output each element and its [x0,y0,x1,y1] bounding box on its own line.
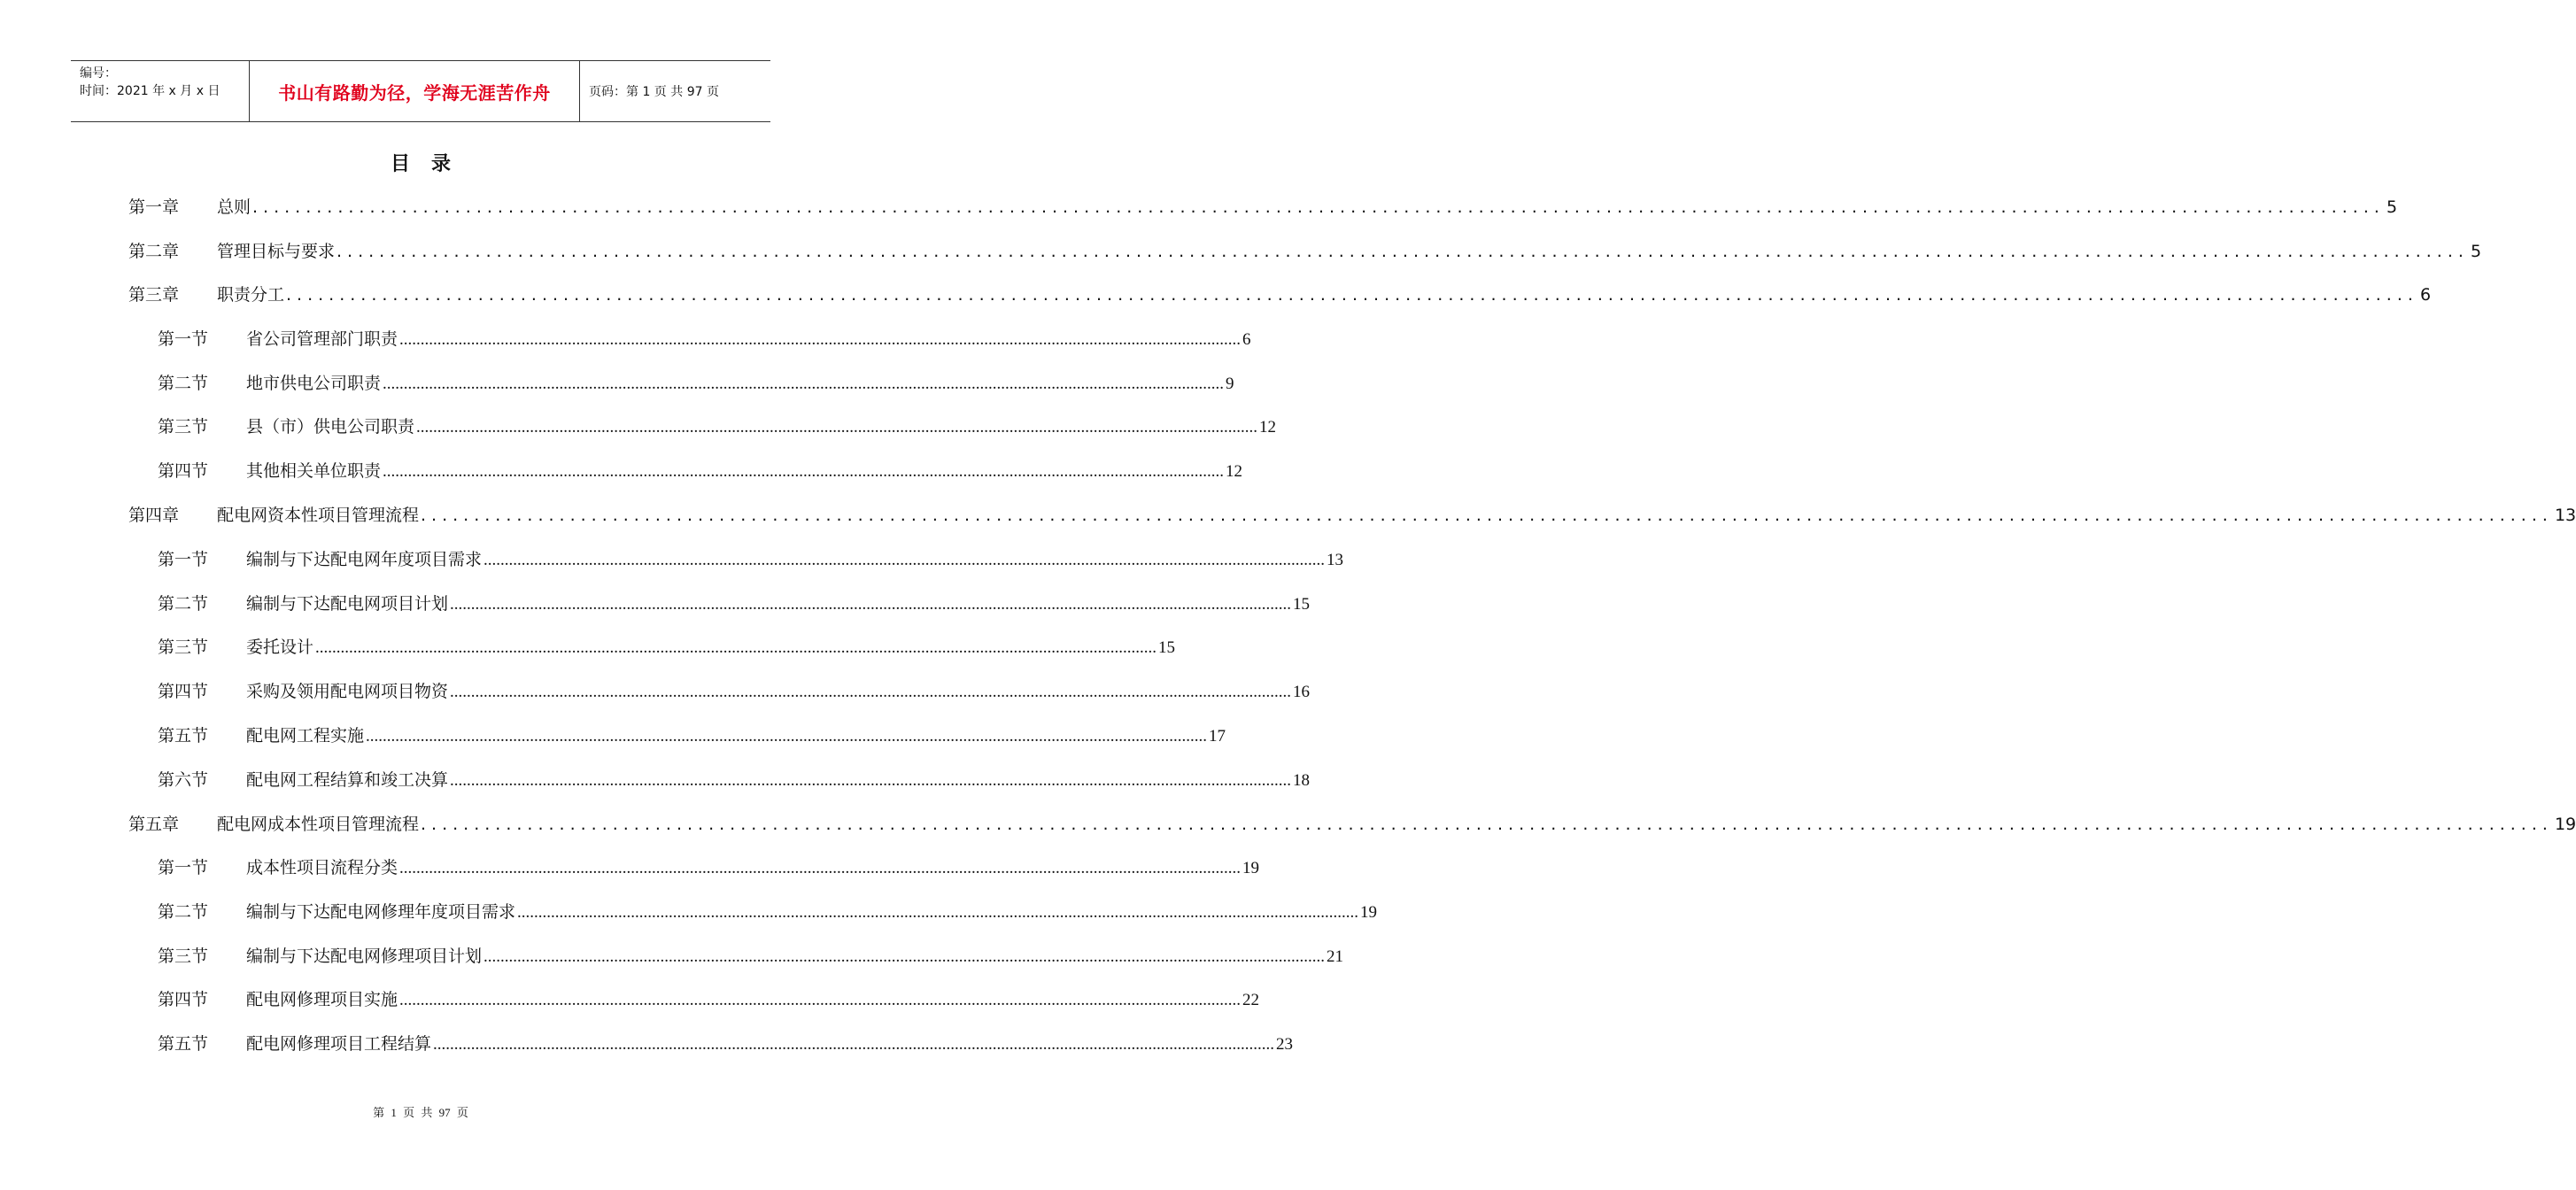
toc-entry-label: 第二节 [158,374,209,393]
toc-entry-title: 管理目标与要求 [217,242,336,261]
toc-entry[interactable] [128,194,2398,220]
toc-entry-title: 成本性项目流程分类 [246,858,398,877]
toc-entry-title: 职责分工 [217,285,285,305]
toc-entry-label: 第一节 [158,329,209,349]
toc-dot-leader: ........................................................................................................................................................................................................ [421,506,2553,525]
toc-entry-label: 第三章 [128,285,180,305]
toc-entry-page: 19 [1360,903,1378,922]
toc-dot-leader: ........................................................................................................................................................................................................ [483,551,1326,569]
toc-entry-page: 6 [1242,330,1251,349]
toc-dot-leader: ........................................................................................................................................................................................................ [399,991,1242,1009]
toc-dot-leader: ........................................................................................................................................................................................................ [337,242,2469,261]
toc-entry-title: 配电网修理项目工程结算 [246,1034,432,1054]
toc-entry[interactable] [128,238,2482,265]
toc-entry-title: 编制与下达配电网项目计划 [246,594,449,614]
toc-dot-leader: ........................................................................................................................................................................................................ [517,903,1359,922]
toc-entry-page: 22 [1242,991,1260,1009]
toc-dot-leader: ........................................................................................................................................................................................................ [399,330,1242,349]
header-meta [71,61,250,121]
toc-entry-label: 第三节 [158,417,209,437]
toc-entry-page: 16 [1293,683,1311,701]
toc-entry-page: 23 [1276,1035,1294,1054]
toc-dot-leader: ........................................................................................................................................................................................................ [315,638,1157,657]
toc-entry[interactable] [158,591,1311,617]
toc-entry-page: 19 [1242,859,1260,877]
toc-entry[interactable] [128,811,2576,838]
toc-dot-leader: ........................................................................................................................................................................................................ [450,683,1292,701]
toc-entry-title: 配电网修理项目实施 [246,990,398,1009]
toc-dot-leader: ........................................................................................................................................................................................................ [416,418,1258,437]
toc-entry-page: 13 [2554,506,2576,525]
toc-entry[interactable] [158,722,1226,749]
toc-entry-title: 委托设计 [246,638,314,657]
toc-dot-leader: ........................................................................................................................................................................................................ [383,375,1225,393]
toc-entry-label: 第四节 [158,461,209,481]
toc-entry-page: 12 [1259,418,1277,437]
toc-entry[interactable] [128,282,2432,308]
toc-entry-label: 第二节 [158,594,209,614]
page-footer: 第 1 页 共 97 页 [373,1106,468,1119]
toc-dot-leader: ........................................................................................................................................................................................................ [433,1035,1275,1054]
toc-entry[interactable] [158,458,1243,484]
toc-entry-page: 5 [2386,197,2398,217]
document-time-label: 时间：2021 年 x 月 x 日 [80,84,220,98]
header-page-info: 页码：第 1 页 共 97 页 [589,85,719,99]
toc-entry-label: 第二章 [128,242,180,261]
toc-entry-page: 5 [2470,242,2482,261]
toc-entry[interactable] [158,326,1251,352]
toc-entry[interactable] [158,854,1260,881]
toc-entry[interactable] [158,370,1234,397]
toc-entry-label: 第三节 [158,638,209,657]
toc-entry-page: 15 [1158,638,1176,657]
toc-entry-page: 6 [2419,285,2432,305]
toc-dot-leader: ........................................................................................................................................................................................................ [450,771,1292,790]
toc-entry-title: 编制与下达配电网修理项目计划 [246,947,483,966]
toc-entry-label: 第三节 [158,947,209,966]
header-motto: 书山有路勤为径，学海无涯苦作舟 [250,61,580,121]
toc-entry-title: 配电网资本性项目管理流程 [217,506,420,525]
toc-title: 目录 [390,153,472,175]
toc-dot-leader: ........................................................................................................................................................................................................ [252,197,2385,217]
toc-entry-label: 第一节 [158,550,209,569]
toc-entry-label: 第五章 [128,815,180,834]
toc-dot-leader: ........................................................................................................................................................................................................ [483,947,1326,966]
toc-entry-page: 9 [1226,375,1234,393]
toc-entry-page: 18 [1293,771,1311,790]
toc-entry[interactable] [158,634,1176,661]
toc-entry-title: 总则 [217,197,251,217]
toc-entry[interactable] [158,1031,1294,1057]
toc-entry-page: 19 [2554,815,2576,834]
toc-entry[interactable] [158,899,1378,925]
toc-entry-title: 配电网工程实施 [246,726,365,746]
toc-entry-title: 县（市）供电公司职责 [246,417,415,437]
toc-entry[interactable] [158,678,1311,705]
toc-dot-leader: ........................................................................................................................................................................................................ [421,815,2553,834]
toc-entry-label: 第四章 [128,506,180,525]
toc-entry-title: 采购及领用配电网项目物资 [246,682,449,701]
toc-entry-label: 第四节 [158,682,209,701]
toc-entry-label: 第四节 [158,990,209,1009]
toc-dot-leader: ........................................................................................................................................................................................................ [366,727,1208,746]
toc-entry-label: 第六节 [158,770,209,790]
toc-entry-page: 21 [1327,947,1344,966]
toc-entry-title: 其他相关单位职责 [246,461,382,481]
toc-entry-page: 15 [1293,595,1311,614]
page-header [71,60,770,122]
toc-entry[interactable] [158,413,1277,440]
toc-entry-page: 13 [1327,551,1344,569]
toc-entry-label: 第五节 [158,726,209,746]
document-number-label: 编号： [80,66,117,81]
toc-entry-label: 第一节 [158,858,209,877]
toc-entry-title: 配电网成本性项目管理流程 [217,815,420,834]
toc-entry-label: 第二节 [158,902,209,922]
toc-entry-title: 省公司管理部门职责 [246,329,398,349]
toc-entry-title: 配电网工程结算和竣工决算 [246,770,449,790]
toc-entry[interactable] [128,502,2576,529]
toc-entry[interactable] [158,546,1344,573]
toc-dot-leader: ........................................................................................................................................................................................................ [286,285,2418,305]
toc-entry-label: 第五节 [158,1034,209,1054]
toc-entry-title: 编制与下达配电网年度项目需求 [246,550,483,569]
toc-entry-title: 编制与下达配电网修理年度项目需求 [246,902,516,922]
toc-entry[interactable] [158,943,1344,970]
toc-entry[interactable] [158,767,1311,793]
toc-entry-page: 17 [1209,727,1226,746]
toc-entry[interactable] [158,986,1260,1013]
toc-dot-leader: ........................................................................................................................................................................................................ [383,462,1225,481]
toc-entry-title: 地市供电公司职责 [246,374,382,393]
toc-dot-leader: ........................................................................................................................................................................................................ [399,859,1242,877]
toc-entry-label: 第一章 [128,197,180,217]
toc-entry-page: 12 [1226,462,1243,481]
toc-dot-leader: ........................................................................................................................................................................................................ [450,595,1292,614]
